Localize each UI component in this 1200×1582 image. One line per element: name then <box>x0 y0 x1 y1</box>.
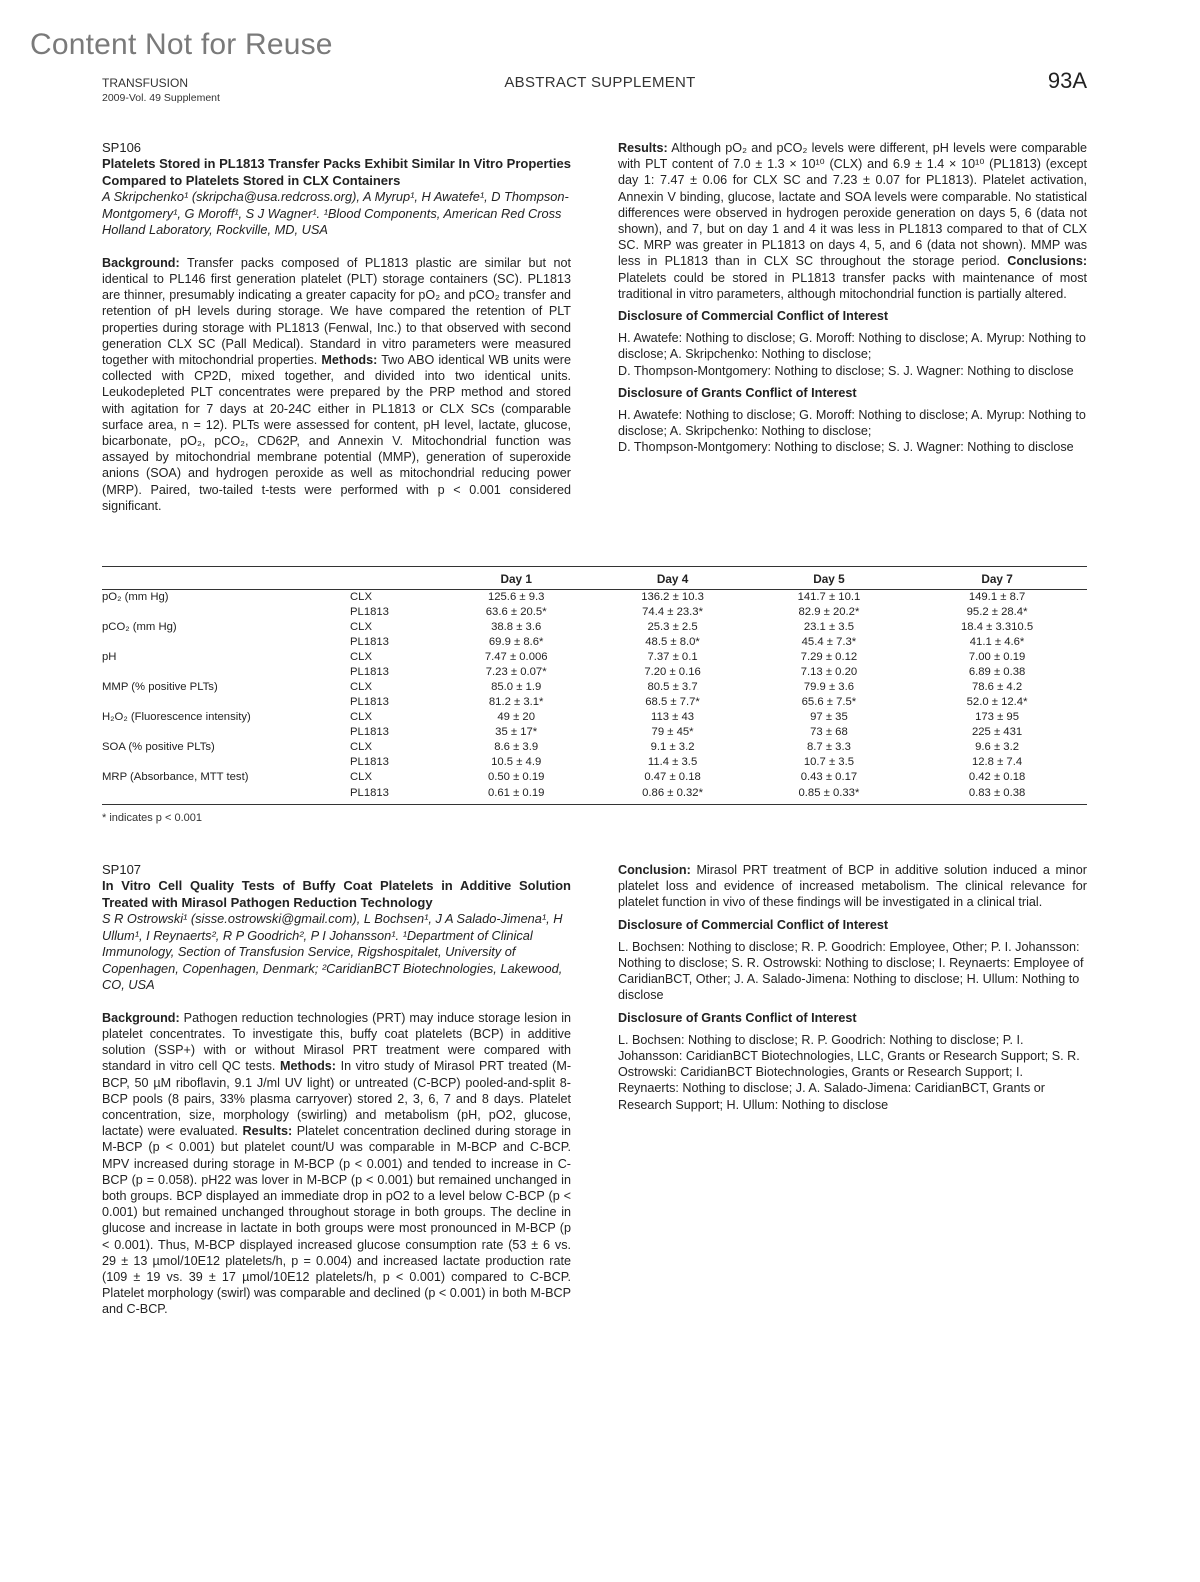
group-cell: CLX <box>350 651 372 663</box>
watermark: Content Not for Reuse <box>30 28 333 61</box>
value-cell: 12.8 ± 7.4 <box>971 756 1023 768</box>
commercial-disclosure-text: D. Thompson-Montgomery: Nothing to disclose; S. J. Wagner: Nothing to disclose <box>618 363 1074 378</box>
methods-label: Methods: <box>321 352 378 367</box>
value-cell: 7.13 ± 0.20 <box>800 666 858 678</box>
parameter-cell: H₂O₂ (Fluorescence intensity) <box>102 711 251 723</box>
value-cell: 0.86 ± 0.32* <box>594 785 750 805</box>
value-cell: 79 ± 45* <box>651 726 694 738</box>
sp107-left-column <box>102 862 571 1324</box>
grants-disclosure-text: L. Bochsen: Nothing to disclose; R. P. Goodrich: Nothing to disclose; P. I. Johansson: CaridianBCT Biotechnologies, LLC, Grants or Research Support; S. R. Ostrowski: CaridianBCT Biotechnologies, Grants or Research Support; I. Reynaerts: Nothing to disclose; J. A. Salado-Jimena: CaridianBCT, Grants or Research Support; H. Ullum: Nothing to disclose <box>618 1032 1080 1112</box>
journal-volume: 2009-Vol. 49 Supplement <box>102 92 220 104</box>
results-label: Results: <box>242 1124 293 1139</box>
sp106-right-column <box>618 140 1087 456</box>
conclusions-label: Conclusions: <box>1007 254 1088 269</box>
parameter-cell: pCO₂ (mm Hg) <box>102 621 177 633</box>
results-text: Platelet concentration declined during storage in M-BCP (p < 0.001) but platelet count/U was comparable in M-BCP and C-BCP. MPV increased during storage in M-BCP (p < 0.001) and tended to increase in C-BCP (p = 0.058). pH22 was lover in M-BCP (p < 0.001) but remained unchanged in both groups. BCP displayed an immediate drop in pO2 to a level below C-BCP (p < 0.001) but remained unchanged throughout storage in both groups. The decline in glucose and increase in lactate in both groups were most pronounced in M-BCP (p < 0.001). Thus, M-BCP displayed increased glucose consumption rate (53 ± 6 vs. 29 ± 13 µmol/10E12 platelets/h, p = 0.004) and increased lactate production rate (109 ± 19 vs. 39 ± 17 µmol/10E12 platelets/h, p < 0.001) compared to C-BCP. Platelet morphology (swirl) was comparable and declined (p < 0.001) in both M-BCP and C-BCP. <box>102 1124 572 1317</box>
value-cell: 6.89 ± 0.38 <box>968 666 1026 678</box>
table-header-day1: Day 1 <box>438 567 594 590</box>
table-header-cell <box>350 567 438 590</box>
abstract-authors: A Skripchenko¹ (skripcha@usa.redcross.org), A Myrup¹, H Awatefe¹, D Thompson-Montgomery¹, G Moroff¹, S J Wagner¹. ¹Blood Components, American Red Cross Holland Laboratory, Rockville, MD, USA <box>102 189 569 238</box>
table-row <box>102 590 1087 606</box>
value-cell: 10.7 ± 3.5 <box>803 756 855 768</box>
parameter-cell: SOA (% positive PLTs) <box>102 741 215 753</box>
value-cell: 125.6 ± 9.3 <box>487 591 545 603</box>
value-cell: 7.29 ± 0.12 <box>800 651 858 663</box>
value-cell: 63.6 ± 20.5* <box>485 606 547 618</box>
abstract-id: SP106 <box>102 140 142 155</box>
parameter-cell: MRP (Absorbance, MTT test) <box>102 771 249 783</box>
value-cell: 73 ± 68 <box>810 726 848 738</box>
parameter-cell <box>102 725 350 740</box>
value-cell: 0.47 ± 0.18 <box>644 771 701 783</box>
commercial-disclosure-text: L. Bochsen: Nothing to disclose; R. P. Goodrich: Employee, Other; P. I. Johansson: Nothing to disclose; S. R. Ostrowski: Nothing to disclose; I. Reynaerts: Employee of CaridianBCT, Other; J. A. Salado-Jimena: Nothing to disclose; H. Ullum: Nothing to disclose <box>618 939 1084 1003</box>
table-row <box>102 665 1087 680</box>
value-cell: 41.1 ± 4.6* <box>969 636 1025 648</box>
abstract-body-continued <box>618 140 1087 302</box>
methods-label: Methods: <box>280 1059 336 1074</box>
value-cell: 45.4 ± 7.3* <box>801 636 857 648</box>
table-row <box>102 710 1087 725</box>
value-cell: 38.8 ± 3.6 <box>491 621 542 633</box>
group-cell: CLX <box>350 711 372 723</box>
value-cell: 10.5 ± 4.9 <box>491 756 542 768</box>
value-cell: 136.2 ± 10.3 <box>641 591 704 603</box>
group-cell: PL1813 <box>350 726 389 738</box>
background-text: Pathogen reduction technologies (PRT) may induce storage lesion in platelet concentrates. To investigate this, buffy coat platelets (BCP) in additive solution (SSP+) with or without Mirasol PRT treatment were compared with standard in vitro cell QC tests. <box>102 1010 572 1074</box>
grants-disclosure-text: D. Thompson-Montgomery: Nothing to disclose; S. J. Wagner: Nothing to disclose <box>618 440 1074 455</box>
table-header-day7: Day 7 <box>907 567 1087 590</box>
grants-disclosure-heading: Disclosure of Grants Conflict of Interest <box>618 385 857 400</box>
background-text: Transfer packs composed of PL1813 plastic are similar but not identical to PL146 first generation platelet (PLT) storage containers (SC). PL1813 are thinner, presumably indicating a greater capacity for pO₂ and pCO₂ transfer and retention of pH levels during storage. We have compared the retention of PLT properties during storage with PL1813 (Fenwal, Inc.) to that observed with second generation CLX SC (Pall Medical). Standard in vitro parameters were measured together with mitochondrial properties. <box>102 255 571 367</box>
table-row <box>102 755 1087 770</box>
commercial-disclosure-heading: Disclosure of Commercial Conflict of Interest <box>618 309 889 324</box>
table-header-row <box>102 567 1087 590</box>
group-cell: CLX <box>350 621 372 633</box>
abstract-title: In Vitro Cell Quality Tests of Buffy Coat Platelets in Additive Solution Treated with Mirasol Pathogen Reduction Technology <box>102 878 571 910</box>
conclusion-text: Mirasol PRT treatment of BCP in additive solution induced a minor platelet loss and evidence of increased metabolism. The clinical relevance for platelet function in vivo of these findings will be investigated in a clinical trial. <box>618 863 1088 910</box>
value-cell: 65.6 ± 7.5* <box>801 696 857 708</box>
group-cell: PL1813 <box>350 785 438 805</box>
abstract-authors: S R Ostrowski¹ (sisse.ostrowski@gmail.com), L Bochsen¹, J A Salado-Jimena¹, H Ullum¹, I Reynaerts², R P Goodrich², P I Johansson¹. ¹Department of Clinical Immunology, Section of Transfusion Service, Rigshospitalet, University of Copenhagen, Copenhagen, Denmark; ²CaridianBCT Biotechnologies, Lakewood, CO, USA <box>102 911 563 993</box>
value-cell: 85.0 ± 1.9 <box>491 681 542 693</box>
value-cell: 0.83 ± 0.38 <box>907 785 1087 805</box>
value-cell: 9.6 ± 3.2 <box>975 741 1019 753</box>
parameter-cell <box>102 695 350 710</box>
group-cell: CLX <box>350 591 372 603</box>
value-cell: 68.5 ± 7.7* <box>645 696 700 708</box>
abstract-body <box>102 1010 571 1318</box>
table-row <box>102 740 1087 755</box>
grants-disclosure-text: H. Awatefe: Nothing to disclose; G. Moroff: Nothing to disclose; A. Myrup: Nothing to disclose; A. Skripchenko: Nothing to disclose; <box>618 408 1086 439</box>
table-row <box>102 695 1087 710</box>
value-cell: 7.20 ± 0.16 <box>644 666 701 678</box>
abstract-body-continued <box>618 862 1087 911</box>
background-label: Background: <box>102 1010 180 1025</box>
parameter-cell <box>102 605 350 620</box>
methods-text: Two ABO identical WB units were collected with CP2D, mixed together, and divided into two identical units. Leukodepleted PLT concentrates were prepared by the PRP method and stored with agitation for 7 days at 20-24C either in PL1813 or CLX SCs (comparable surface area, n = 12). PLTs were assessed for content, pH level, lactate, glucose, bicarbonate, pO₂, pCO₂, CD62P, and Annexin V. Mitochondrial function was assayed by mitochondrial membrane potential (MMP), generation of superoxide anions (SOA) and hydrogen peroxide as well as mitochondrial reducing power (MRP). Paired, two-tailed t-tests were performed with p < 0.001 considered significant. <box>102 352 571 513</box>
value-cell: 74.4 ± 23.3* <box>642 606 703 618</box>
value-cell: 0.50 ± 0.19 <box>487 771 545 783</box>
value-cell: 8.6 ± 3.9 <box>494 741 539 753</box>
parameter-cell <box>102 755 350 770</box>
value-cell: 25.3 ± 2.5 <box>647 621 698 633</box>
commercial-disclosure-heading: Disclosure of Commercial Conflict of Interest <box>618 917 889 932</box>
group-cell: CLX <box>350 681 372 693</box>
methods-text: In vitro study of Mirasol PRT treated (M-BCP, 50 µM riboflavin, 9.1 J/ml UV light) or untreated (C-BCP) pooled-and-split 8-BCP pools (8 pairs, 33% plasma carryover) stored 2, 3, 6, 7 and 8 days. Platelet concentration, size, morphology (swirling) and metabolism (pH, pO2, glucose, lactate) were evaluated. <box>102 1059 572 1139</box>
value-cell: 78.6 ± 4.2 <box>971 681 1023 693</box>
value-cell: 7.37 ± 0.1 <box>647 651 698 663</box>
table-header-day4: Day 4 <box>594 567 750 590</box>
parameter-cell <box>102 785 350 805</box>
group-cell: PL1813 <box>350 696 389 708</box>
grants-disclosure-heading: Disclosure of Grants Conflict of Interest <box>618 1010 857 1025</box>
value-cell: 113 ± 43 <box>651 711 695 723</box>
table-row <box>102 650 1087 665</box>
results-text: Although pO₂ and pCO₂ levels were different, pH levels were comparable with PLT content of 7.0 ± 1.3 × 10¹⁰ (CLX) and 6.9 ± 1.4 × 10¹⁰ (PL1813) (except day 1: 7.47 ± 0.06 for CLX SC and 7.23 ± 0.07 for PL1813). Platelet activation, Annexin V binding, glucose, lactate and SOA levels were comparable. No statistical differences were observed in hydrogen peroxide generation on days 5, 6 (data not shown), and 7, but on day 1 and 4 it was less in PL1813 compared to that of CLX SC. MRP was greater in PL1813 on days 4, 5, and 6 (data not shown). MMP was less in PL1813 than in CLX SC throughout the storage period. <box>618 141 1087 269</box>
parameter-cell <box>102 665 350 680</box>
value-cell: 80.5 ± 3.7 <box>647 681 698 693</box>
section-title: ABSTRACT SUPPLEMENT <box>504 74 696 91</box>
value-cell: 69.9 ± 8.6* <box>488 636 544 648</box>
sp107-right-column <box>618 862 1087 1113</box>
abstract-title: Platelets Stored in PL1813 Transfer Packs Exhibit Similar In Vitro Properties Compared to Platelets Stored in CLX Containers <box>102 156 571 188</box>
value-cell: 141.7 ± 10.1 <box>797 591 861 603</box>
value-cell: 0.61 ± 0.19 <box>438 785 594 805</box>
parameter-cell: pO₂ (mm Hg) <box>102 591 169 603</box>
value-cell: 97 ± 35 <box>810 711 848 723</box>
table-row <box>102 635 1087 650</box>
value-cell: 52.0 ± 12.4* <box>966 696 1028 708</box>
background-label: Background: <box>102 255 180 270</box>
results-label: Results: <box>618 141 668 155</box>
conclusions-text: Platelets could be stored in PL1813 transfer packs with maintenance of most traditional in vitro parameters, although mitochondrial function is partially altered. <box>618 270 1087 301</box>
value-cell: 7.00 ± 0.19 <box>968 651 1026 663</box>
value-cell: 149.1 ± 8.7 <box>968 591 1026 603</box>
value-cell: 11.4 ± 3.5 <box>647 756 698 768</box>
value-cell: 81.2 ± 3.1* <box>488 696 544 708</box>
parameter-cell: pH <box>102 651 117 663</box>
table-footnote: * indicates p < 0.001 <box>102 812 202 824</box>
journal-name: TRANSFUSION <box>102 76 189 90</box>
table-header-cell <box>102 567 350 590</box>
value-cell: 49 ± 20 <box>497 711 535 723</box>
abstract-body <box>102 255 571 514</box>
abstract-id: SP107 <box>102 862 142 877</box>
value-cell: 48.5 ± 8.0* <box>645 636 700 648</box>
group-cell: CLX <box>350 741 372 753</box>
conclusion-label: Conclusion: <box>618 863 691 877</box>
group-cell: PL1813 <box>350 636 389 648</box>
value-cell: 0.85 ± 0.33* <box>751 785 907 805</box>
results-table <box>102 566 1087 805</box>
value-cell: 0.43 ± 0.17 <box>800 771 858 783</box>
table-row <box>102 680 1087 695</box>
value-cell: 82.9 ± 20.2* <box>798 606 860 618</box>
value-cell: 0.42 ± 0.18 <box>968 771 1026 783</box>
table-row <box>102 725 1087 740</box>
group-cell: PL1813 <box>350 756 389 768</box>
value-cell: 23.1 ± 3.5 <box>803 621 855 633</box>
value-cell: 95.2 ± 28.4* <box>966 606 1028 618</box>
commercial-disclosure-text: H. Awatefe: Nothing to disclose; G. Moroff: Nothing to disclose; A. Myrup: Nothing to disclose; A. Skripchenko: Nothing to disclose; <box>618 331 1086 362</box>
parameter-cell: MMP (% positive PLTs) <box>102 681 218 693</box>
value-cell: 173 ± 95 <box>975 711 1020 723</box>
value-cell: 8.7 ± 3.3 <box>806 741 851 753</box>
table-row <box>102 605 1087 620</box>
table-row <box>102 620 1087 635</box>
value-cell: 79.9 ± 3.6 <box>803 681 855 693</box>
table-row <box>102 770 1087 785</box>
value-cell: 7.23 ± 0.07* <box>485 666 547 678</box>
value-cell: 7.47 ± 0.006 <box>484 651 548 663</box>
value-cell: 35 ± 17* <box>495 726 538 738</box>
value-cell: 225 ± 431 <box>971 726 1023 738</box>
value-cell: 9.1 ± 3.2 <box>650 741 695 753</box>
group-cell: PL1813 <box>350 666 389 678</box>
sp106-left-column <box>102 140 571 520</box>
table-header-day5: Day 5 <box>751 567 907 590</box>
page-number: 93A <box>1047 68 1087 93</box>
table-row <box>102 785 1087 805</box>
group-cell: CLX <box>350 771 372 783</box>
group-cell: PL1813 <box>350 606 389 618</box>
value-cell: 18.4 ± 3.310.5 <box>960 621 1034 633</box>
parameter-cell <box>102 635 350 650</box>
